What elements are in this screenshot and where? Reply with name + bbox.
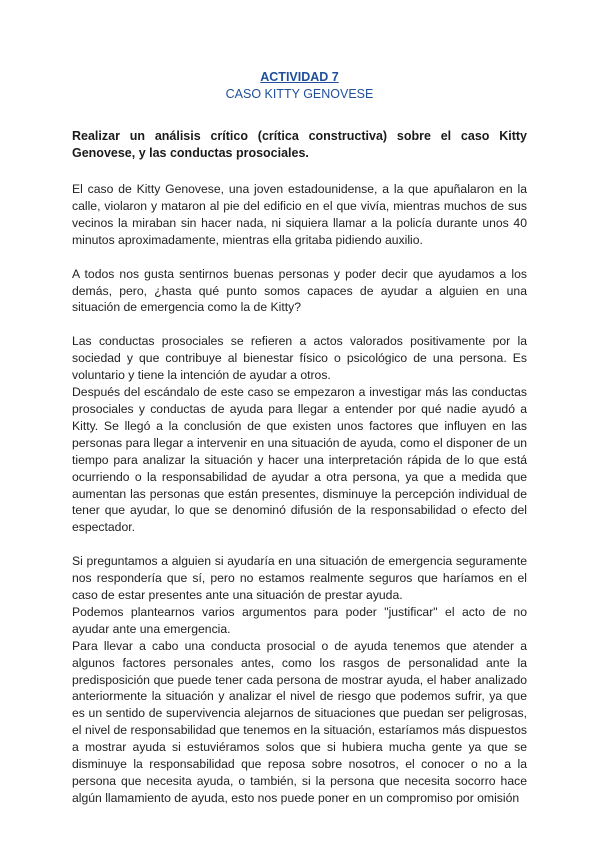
paragraph-question: A todos nos gusta sentirnos buenas personas y poder decir que ayudamos a los demás, pero, ¿hasta qué punto somos capaces de ayudar a alguien en una situación de emergencia como la de Kitty? <box>72 266 527 315</box>
paragraph-justification: Podemos plantearnos varios argumentos para poder "justificar" el acto de no ayudar ante una emergencia. <box>72 604 527 636</box>
case-subtitle: CASO KITTY GENOVESE <box>225 87 374 101</box>
paragraph-prosocial-definition: Las conductas prosociales se refieren a actos valorados positivamente por la sociedad y que contribuye al bienestar físico o psicológico de una persona. Es voluntario y tiene la intención de ayudar a otros. <box>72 334 527 383</box>
activity-title: ACTIVIDAD 7 <box>260 70 339 84</box>
task-statement: Realizar un análisis crítico (crítica constructiva) sobre el caso Kitty Genovese, y las conductas prosociales. <box>72 129 527 160</box>
paragraph-bystander-effect: Después del escándalo de este caso se empezaron a investigar más las conductas prosociales y conductas de ayuda para llegar a entender por qué nadie ayudó a Kitty. Se llegó a la conclusión de que existen unos factores que influyen en las personas para llegar a intervenir en una situación de ayuda, como el disponer de un tiempo para analizar la situación y hacer una interpretación rápida de lo que está ocurriendo o la responsabilidad de ayudar a otra persona, ya que a medida que aumentan las personas que están presentes, disminuye la percepción individual de tener que ayudar, lo que se denominó difusión de la responsabilidad o efecto del espectador. <box>72 385 527 535</box>
paragraph-personal-factors: Para llevar a cabo una conducta prosocial o de ayuda tenemos que atender a algunos factores personales antes, como los rasgos de personalidad ante la predisposición que puede tener cada persona de mostrar ayuda, el haber analizado anteriormente la situación y analizar el nivel de riesgo que podemos sufrir, ya que es un sentido de supervivencia alejarnos de situaciones que puedan ser peligrosas, el nivel de responsabilidad que tenemos en la situación, estaríamos más dispuestos a mostrar ayuda si estuviéramos solos que si hubiera mucha gente ya que se disminuye la responsabilidad que reposa sobre nosotros, el conocer o no a la persona que necesita ayuda, o también, si la persona que necesita socorro hace algún llamamiento de ayuda, esto nos puede poner en un compromiso por omisión <box>72 638 527 805</box>
paragraph-case-summary: El caso de Kitty Genovese, una joven estadounidense, a la que apuñalaron en la calle, violaron y mataron al pie del edificio en el que vivía, mientras muchos de sus vecinos la miraban sin hacer nada, ni siquiera llamar a la policía durante unos 40 minutos aproximadamente, mientras ella gritaba pidiendo auxilio. <box>72 182 527 247</box>
paragraph-hypothetical: Si preguntamos a alguien si ayudaría en una situación de emergencia seguramente nos respondería que sí, pero no estamos realmente seguros que haríamos en el caso de estar presentes ante una situación de prestar ayuda. <box>72 554 527 603</box>
